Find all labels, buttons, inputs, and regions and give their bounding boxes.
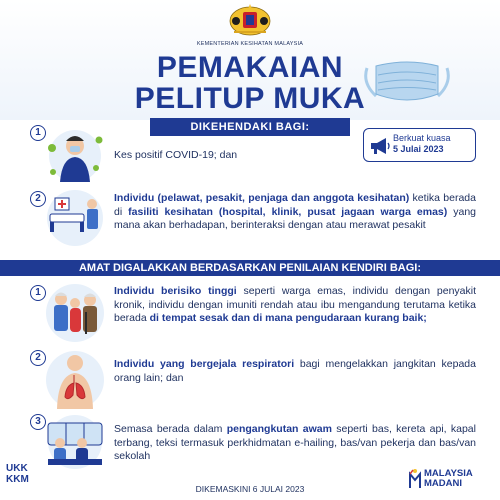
page-title-line2: PELITUP MUKA xyxy=(134,82,366,115)
effective-date: 5 Julai 2023 xyxy=(393,144,444,154)
brand-line1: MALAYSIA xyxy=(424,468,473,479)
public-transport-illustration xyxy=(44,413,106,471)
item-number: 2 xyxy=(30,191,46,207)
crest-icon xyxy=(228,2,272,38)
required-heading: DIKEHENDAKI BAGI: xyxy=(150,118,350,136)
ukk-logo xyxy=(6,463,36,485)
ukk-line1: UKK xyxy=(6,463,28,474)
emphasis: Individu (pelawat, pesakit, penjaga dan anggota kesihatan) xyxy=(114,192,410,204)
brand-line2: MADANI xyxy=(424,478,462,489)
text-part: bagi mengelakkan jangkitan kepada orang lain; dan xyxy=(114,358,476,384)
malaysia-madani-brand xyxy=(424,469,496,489)
text-part: seperti warga emas, individu dengan penyakit kronik, individu dengan imuniti rendah atau ibu mengandung terutama ketika berada xyxy=(114,285,476,324)
hospital-illustration xyxy=(44,188,106,248)
emphasis: Individu berisiko tinggi xyxy=(114,285,237,297)
effective-label: Berkuat kuasa xyxy=(393,133,451,143)
emphasis: pengangkutan awam xyxy=(226,423,332,435)
emphasis: Individu yang bergejala respiratori xyxy=(114,358,295,370)
ukk-line2: KKM xyxy=(6,474,29,485)
text-part: seperti bas, kereta api, kapal terbang, teksi termasuk perkhidmatan e-hailing, bas/van pekerja dan bas/van sekolah xyxy=(114,423,476,462)
text-part: Semasa berada dalam xyxy=(114,423,227,435)
item-number: 3 xyxy=(30,414,46,430)
encouraged-item-3-text xyxy=(114,423,476,464)
text-part: ketika berada di xyxy=(114,192,476,218)
encouraged-item-1-text xyxy=(114,285,476,326)
encouraged-item-2-text xyxy=(114,358,476,385)
ministry-name: KEMENTERIAN KESIHATAN MALAYSIA xyxy=(196,41,304,47)
face-mask-icon xyxy=(362,58,452,108)
item-number: 1 xyxy=(30,125,46,141)
respiratory-illustration xyxy=(44,349,106,411)
emphasis: di tempat sesak dan di mana pengudaraan kurang baik; xyxy=(149,312,427,324)
required-item-1-text: Kes positif COVID-19; dan xyxy=(114,149,238,161)
encouraged-heading: AMAT DIGALAKKAN BERDASARKAN PENILAIAN KENDIRI BAGI: xyxy=(0,260,500,276)
updated-date: DIKEMASKINI 6 JULAI 2023 xyxy=(195,484,305,494)
effective-date-badge xyxy=(363,128,476,162)
item-number: 2 xyxy=(30,350,46,366)
high-risk-group-illustration xyxy=(44,282,106,344)
covid-patient-illustration xyxy=(44,126,106,184)
madani-logo-icon xyxy=(408,468,422,490)
item-number: 1 xyxy=(30,285,46,301)
page-title: PEMAKAIAN xyxy=(156,51,344,84)
megaphone-icon xyxy=(369,137,391,155)
required-item-2-text xyxy=(114,192,476,233)
text-part: yang mana akan berhadapan, berinteraksi dengan atau merawat pesakit xyxy=(114,205,477,231)
emphasis: fasiliti kesihatan (hospital, klinik, pusat jagaan warga emas) xyxy=(128,205,448,218)
